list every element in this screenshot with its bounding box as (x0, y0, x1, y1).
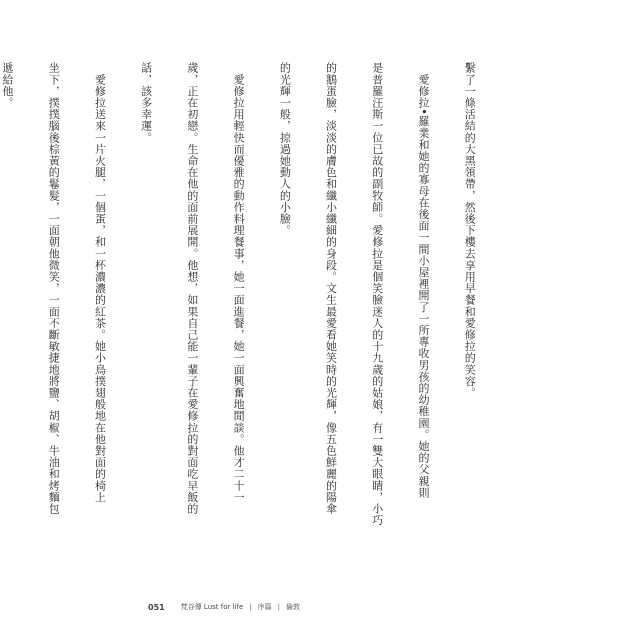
paragraph-line: 坐下，撲撲腦後棕黃的鬈髮，一面朝他微笑，一面不斷敏捷地將鹽、胡椒、牛油和烤麵包 (47, 62, 61, 515)
paragraph-line: 的光輝一般，掠過她動人的小臉。 (278, 62, 292, 236)
footer-separator: | (249, 603, 252, 611)
paragraph-line: 歲，正在初戀。生命在他的面前展開。他想，如果自己能一輩子在愛修拉的對面吃早飯的 (185, 62, 199, 515)
paragraph-line: 愛修拉•羅業和她的寡母在後面一間小屋裡開了一所專收男孩的幼稚園。她的父親則 (416, 62, 430, 499)
paragraph-line: 遞給他。 (1, 62, 14, 109)
book-title: 梵谷傳 Lust for life (180, 603, 244, 611)
part-title: 序篇 (257, 603, 272, 611)
chapter-title: 倫敦 (286, 603, 300, 611)
paragraph-line: 的鵝蛋臉，淡淡的膚色和纖小纖細的身段。文生最愛看她笑時的光輝，像五色鮮麗的陽傘 (324, 62, 338, 515)
paragraph-line: 是普羅汪斯一位已故的副牧師。愛修拉是個笑臉迷人的十九歲的姑娘，有一雙大眼睛，小巧 (370, 62, 384, 526)
footer-separator: | (277, 603, 280, 611)
vertical-text-body (1, 62, 508, 574)
page-number: 051 (148, 602, 165, 612)
paragraph-line: 愛修拉送來一片火腿，一個蛋，和一杯濃濃的紅茶。她小鳥撲翅般地在他對面的椅上 (93, 62, 107, 503)
paragraph-line: 繫了一條活結的大黑領帶，然後下樓去享用早餐和愛修拉的笑容。 (463, 62, 477, 399)
paragraph-line: 愛修拉用輕快而優雅的動作料理餐事，她一面進餐，她一面興奮地閒談。他才二十一 (232, 62, 246, 503)
paragraph-line: 話，該多幸運。 (139, 62, 153, 144)
page-footer (148, 600, 300, 614)
